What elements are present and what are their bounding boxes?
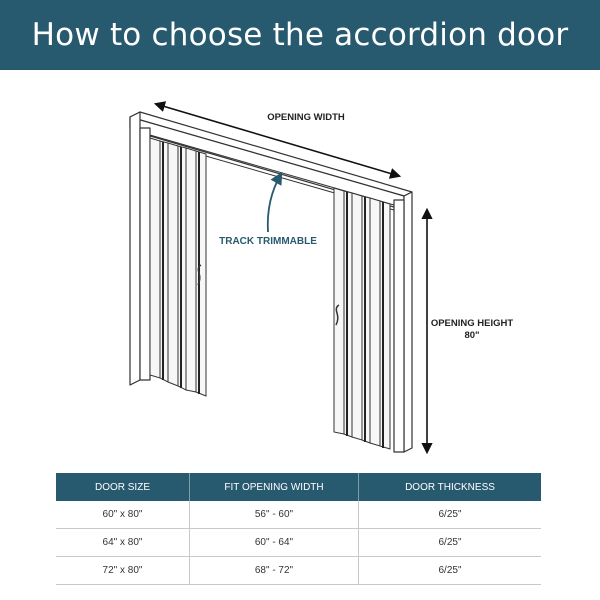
left-door-panels <box>150 138 206 396</box>
cell-thickness: 6/25" <box>359 529 542 557</box>
table-row <box>56 529 541 557</box>
col-door-thickness: DOOR THICKNESS <box>359 473 542 501</box>
opening-height-label: OPENING HEIGHT <box>430 318 514 329</box>
cell-fit-width: 60" - 64" <box>190 529 359 557</box>
cell-fit-width: 68" - 72" <box>190 557 359 585</box>
title-banner <box>0 0 600 70</box>
page-title: How to choose the accordion door <box>31 17 569 53</box>
table-row <box>56 501 541 529</box>
col-door-size: DOOR SIZE <box>56 473 190 501</box>
cell-door-size: 60" x 80" <box>56 501 190 529</box>
accordion-door-diagram <box>0 70 600 470</box>
opening-height-value: 80" <box>464 330 480 341</box>
size-table <box>56 473 541 585</box>
track-callout-arrow <box>268 174 281 232</box>
opening-width-label: OPENING WIDTH <box>267 112 345 123</box>
cell-door-size: 72" x 80" <box>56 557 190 585</box>
cell-door-size: 64" x 80" <box>56 529 190 557</box>
table-row <box>56 557 541 585</box>
cell-fit-width: 56" - 60" <box>190 501 359 529</box>
table-header-row <box>56 473 541 501</box>
col-fit-opening-width: FIT OPENING WIDTH <box>190 473 359 501</box>
cell-thickness: 6/25" <box>359 557 542 585</box>
track-trimmable-label: TRACK TRIMMABLE <box>219 236 317 247</box>
cell-thickness: 6/25" <box>359 501 542 529</box>
right-door-panels <box>334 188 390 449</box>
